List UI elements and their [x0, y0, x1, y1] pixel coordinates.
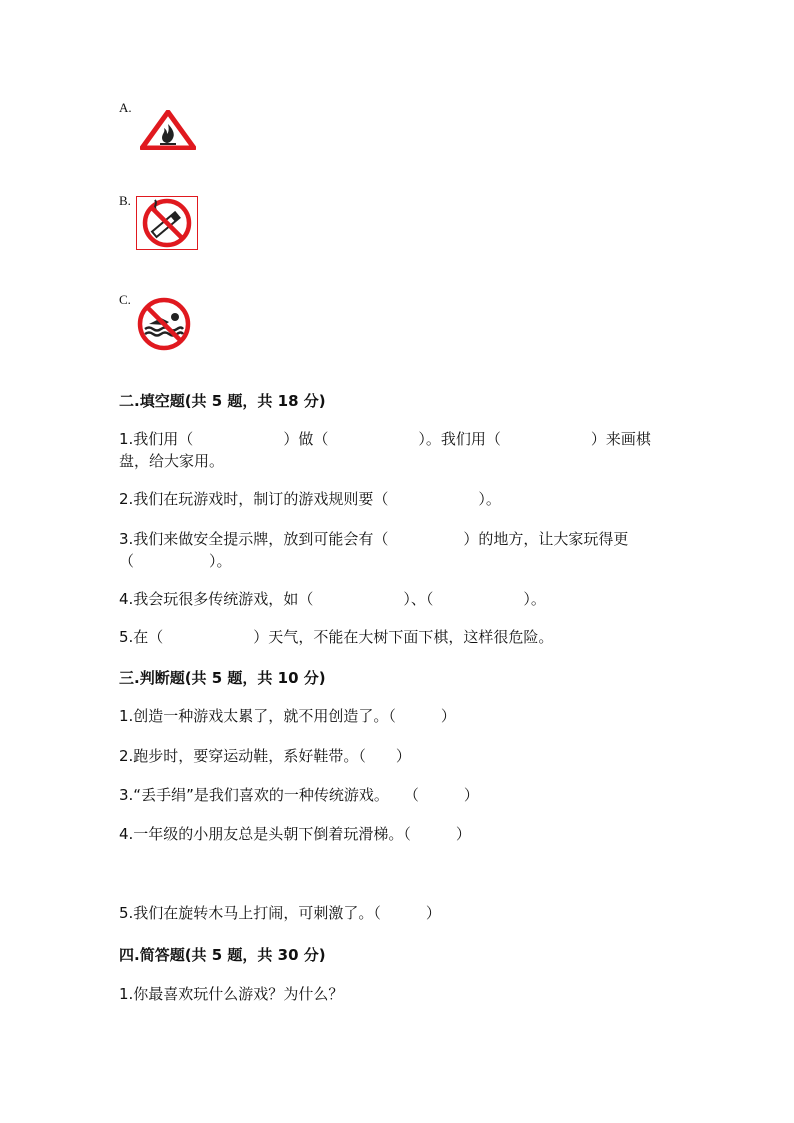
no-smoking-icon — [136, 196, 198, 250]
fill-q3-line2: （ ）。 — [119, 552, 232, 570]
fill-q4: 4.我会玩很多传统游戏，如（ ）、（ ）。 — [119, 590, 546, 608]
option-c-label: C. — [119, 292, 131, 307]
section-judge-title: 三.判断题(共 5 题，共 10 分) — [119, 669, 326, 687]
judge-q3: 3.“丢手绢”是我们喜欢的一种传统游戏。 （ ） — [119, 786, 479, 804]
fill-q3-line1: 3.我们来做安全提示牌，放到可能会有（ ）的地方，让大家玩得更 — [119, 530, 629, 548]
judge-q1: 1.创造一种游戏太累了，就不用创造了。（ ） — [119, 707, 456, 725]
short-q1: 1.你最喜欢玩什么游戏？为什么？ — [119, 985, 344, 1003]
flammable-warning-icon — [140, 110, 196, 150]
fill-q1-line1: 1.我们用（ ）做（ ）。我们用（ ）来画棋 — [119, 430, 651, 448]
option-a-label: A. — [119, 100, 132, 115]
section-short-title: 四.简答题(共 5 题，共 30 分) — [119, 946, 326, 964]
judge-q4: 4.一年级的小朋友总是头朝下倒着玩滑梯。（ ） — [119, 825, 471, 843]
section-fill-title: 二.填空题(共 5 题，共 18 分) — [119, 392, 326, 410]
option-b-label: B. — [119, 193, 131, 208]
no-swimming-icon — [135, 296, 193, 352]
fill-q1-line2: 盘，给大家用。 — [119, 452, 225, 470]
fill-q2: 2.我们在玩游戏时，制订的游戏规则要（ ）。 — [119, 490, 501, 508]
judge-q5: 5.我们在旋转木马上打闹，可刺激了。（ ） — [119, 904, 441, 922]
judge-q2: 2.跑步时，要穿运动鞋，系好鞋带。（ ） — [119, 747, 411, 765]
fill-q5: 5.在（ ）天气，不能在大树下面下棋，这样很危险。 — [119, 628, 554, 646]
